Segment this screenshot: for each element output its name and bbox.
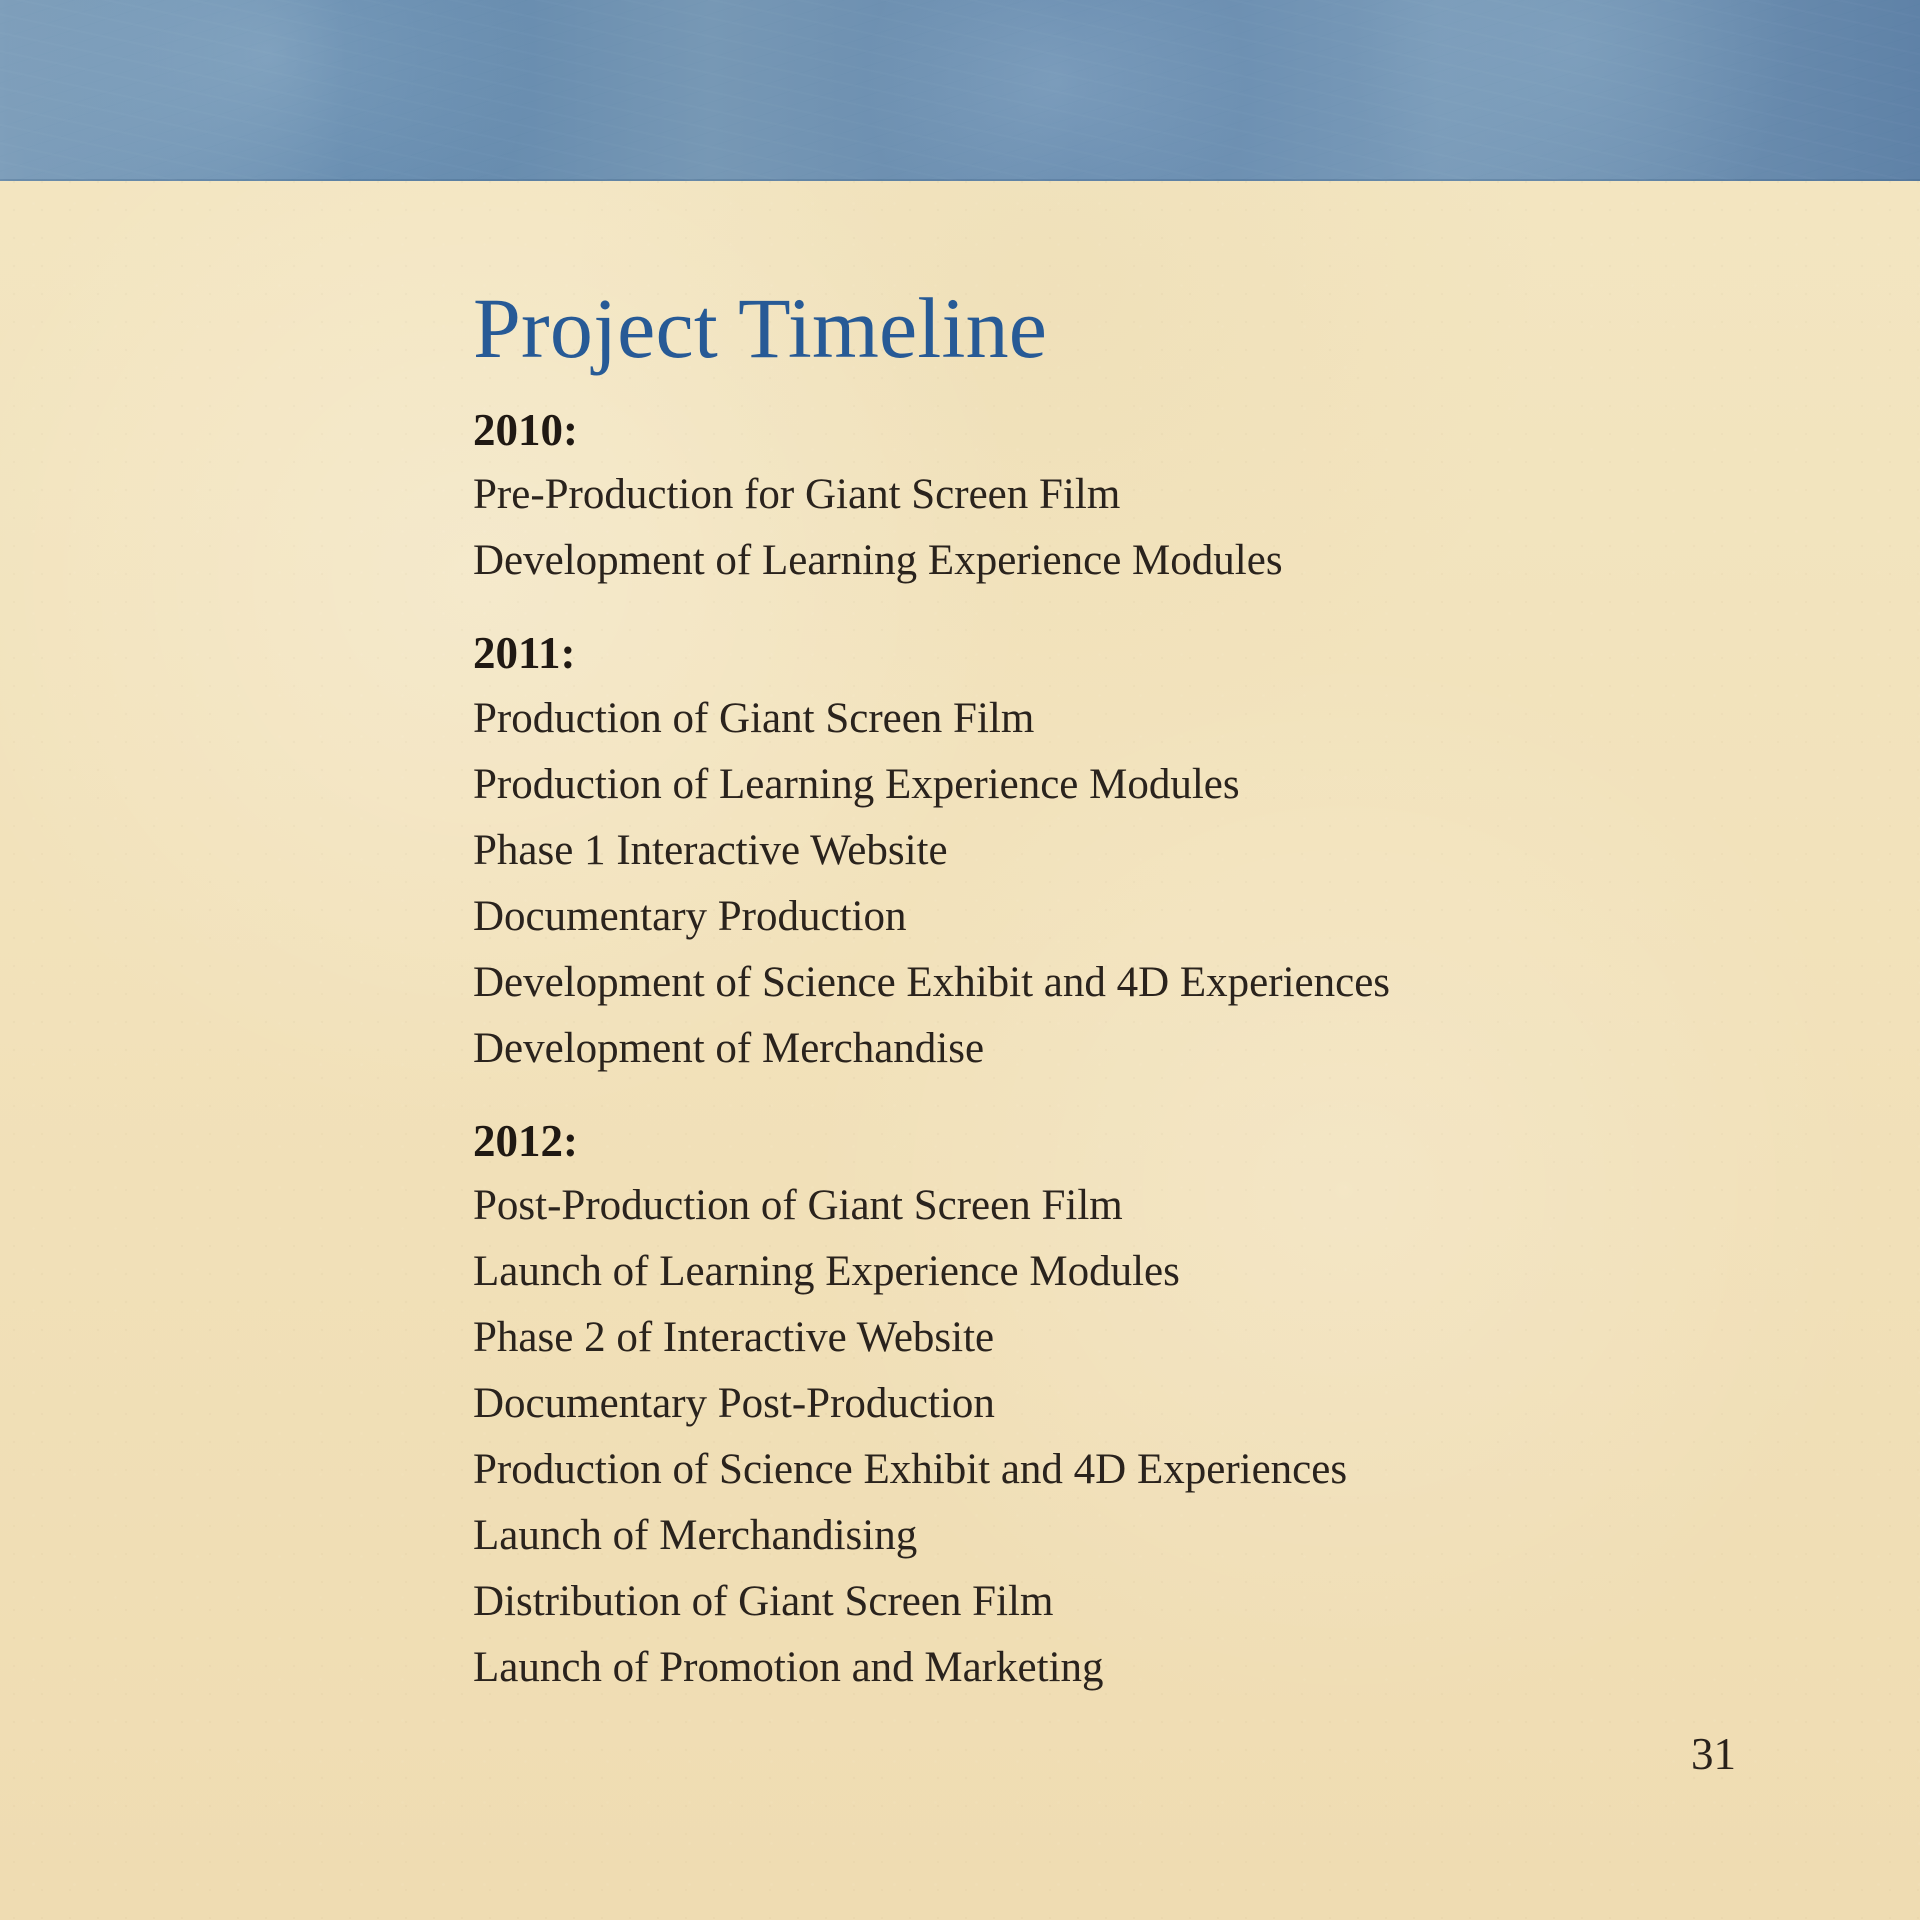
timeline-item: Production of Learning Experience Modules xyxy=(473,760,1240,808)
timeline-list xyxy=(473,462,1573,594)
timeline-section-2011 xyxy=(473,630,1573,1081)
page-number: 31 xyxy=(1691,1729,1736,1779)
timeline-item: Production of Giant Screen Film xyxy=(473,694,1035,742)
page-content xyxy=(473,280,1573,1737)
timeline-item: Documentary Post-Production xyxy=(473,1379,995,1427)
timeline-item: Post-Production of Giant Screen Film xyxy=(473,1181,1123,1229)
timeline-item: Launch of Promotion and Marketing xyxy=(473,1643,1104,1691)
timeline-list xyxy=(473,1173,1573,1701)
timeline-item: Production of Science Exhibit and 4D Experiences xyxy=(473,1445,1348,1493)
year-heading: 2012: xyxy=(473,1115,578,1166)
year-heading: 2011: xyxy=(473,628,576,679)
timeline-list xyxy=(473,686,1573,1082)
timeline-item: Development of Science Exhibit and 4D Experiences xyxy=(473,958,1391,1006)
timeline-item: Phase 2 of Interactive Website xyxy=(473,1313,995,1361)
timeline-item: Phase 1 Interactive Website xyxy=(473,826,948,874)
timeline-item: Launch of Merchandising xyxy=(473,1511,918,1559)
timeline-section-2012 xyxy=(473,1115,1573,1701)
page-title: Project Timeline xyxy=(473,280,1048,376)
timeline-item: Development of Learning Experience Modules xyxy=(473,537,1283,585)
timeline-section-2010 xyxy=(473,407,1573,594)
top-band xyxy=(0,0,1920,181)
timeline-item: Launch of Learning Experience Modules xyxy=(473,1247,1180,1295)
timeline-item: Development of Merchandise xyxy=(473,1024,985,1072)
year-heading: 2010: xyxy=(473,405,578,455)
timeline-item: Documentary Production xyxy=(473,892,907,940)
timeline-item: Distribution of Giant Screen Film xyxy=(473,1577,1054,1625)
timeline-item: Pre-Production for Giant Screen Film xyxy=(473,471,1121,519)
top-band-texture xyxy=(0,0,1920,181)
